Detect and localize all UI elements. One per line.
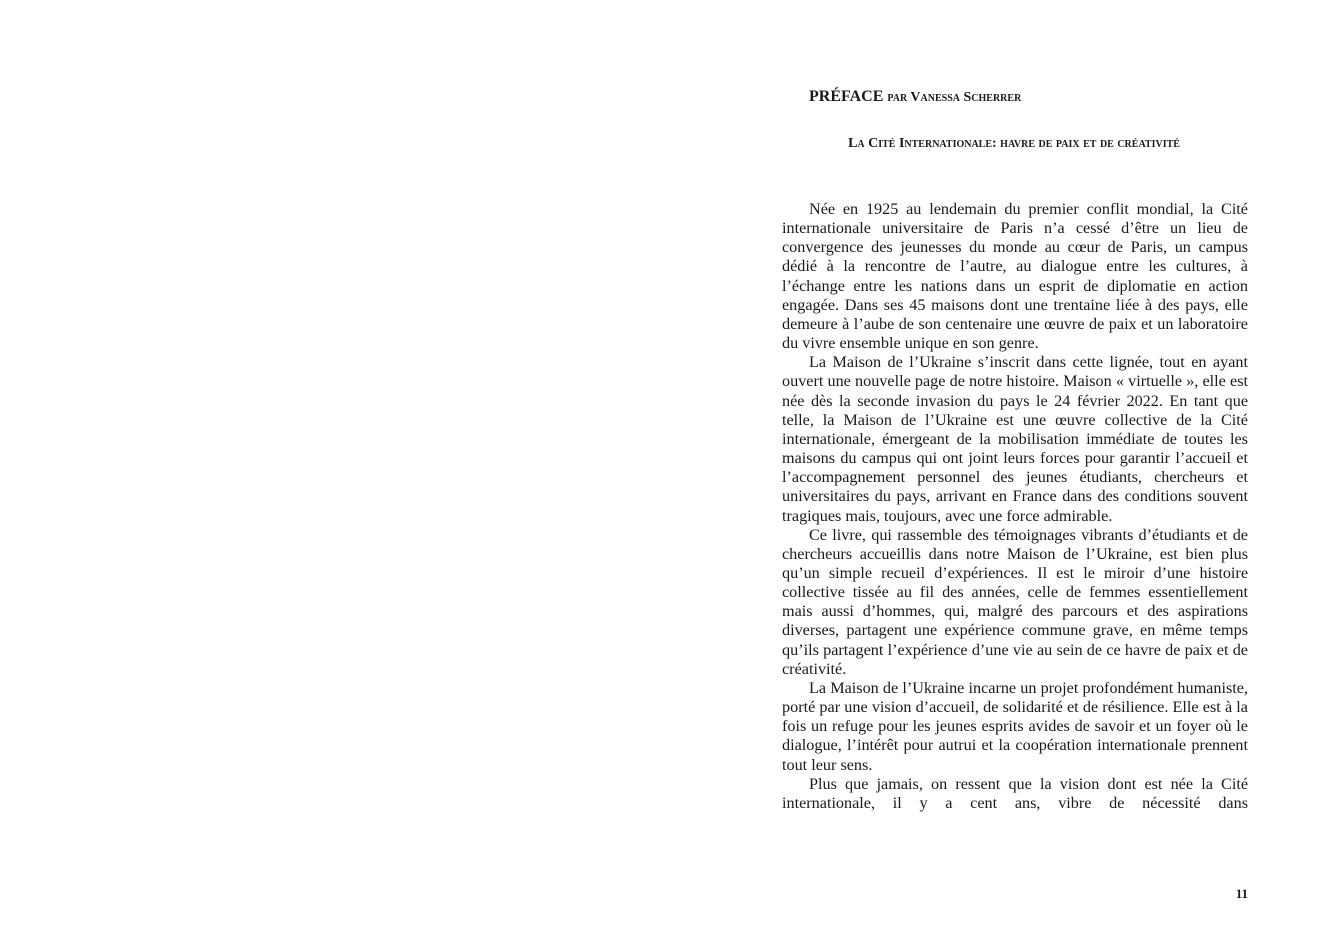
body-text bbox=[782, 200, 1248, 813]
section-title: La Cité Internationale: havre de paix et de créativité bbox=[848, 136, 1180, 151]
preface-heading bbox=[809, 88, 1021, 106]
paragraph: Ce livre, qui rassemble des témoignages vibrants d’étudiants et de chercheurs accueillis dans notre Maison de l’Ukraine, est bien plus qu’un simple recueil d’expériences. Il est le miroir d’une histoire collective tissée au fil des années, celle de femmes essentiellement mais aussi d’hommes, qui, malgré des parcours et des aspirations diverses, partagent une expérience commune grave, en même temps qu’ils partagent l’expérience d’une vie au sein de ce havre de paix et de créativité. bbox=[782, 525, 1248, 678]
paragraph: Plus que jamais, on ressent que la vision dont est née la Cité internationale, il y a cent ans, vibre de nécessité dans bbox=[782, 774, 1248, 812]
page-number: 11 bbox=[1235, 886, 1248, 901]
paragraph: La Maison de l’Ukraine s’inscrit dans cette lignée, tout en ayant ouvert une nouvelle page de notre histoire. Maison « virtuelle », elle est née dès la seconde invasion du pays le 24 février 2022. En tant que telle, la Maison de l’Ukraine est une œuvre collective de la Cité internationale, émergeant de la mobilisation immédiate de toutes les maisons du campus qui ont joint leurs forces pour garantir l’accueil et l’accompagnement personnel des jeunes étudiants, chercheurs et universitaires du pays, arrivant en France dans des conditions souvent tragiques mais, toujours, avec une force admirable. bbox=[782, 353, 1248, 525]
paragraph: Née en 1925 au lendemain du premier conflit mondial, la Cité internationale universitaire de Paris n’a cessé d’être un lieu de convergence des jeunesses du monde au cœur de Paris, un campus dédié à la rencontre de l’autre, au dialogue entre les cultures, à l’échange entre les nations dans un esprit de diplomatie en action engagée. Dans ses 45 maisons dont une trentaine liée à des pays, elle demeure à l’aube de son centenaire une œuvre de paix et un laboratoire du vivre ensemble unique en son genre. bbox=[782, 200, 1248, 353]
preface-author: par Vanessa Scherrer bbox=[887, 90, 1022, 105]
paragraph: La Maison de l’Ukraine incarne un projet profondément humaniste, porté par une vision d’accueil, de solidarité et de résilience. Elle est à la fois un refuge pour les jeunes esprits avides de savoir et un foyer où le dialogue, l’intérêt pour autrui et la coopération internationale prennent tout leur sens. bbox=[782, 678, 1248, 774]
right-page bbox=[669, 0, 1338, 949]
preface-title: PRÉFACE bbox=[809, 88, 884, 105]
